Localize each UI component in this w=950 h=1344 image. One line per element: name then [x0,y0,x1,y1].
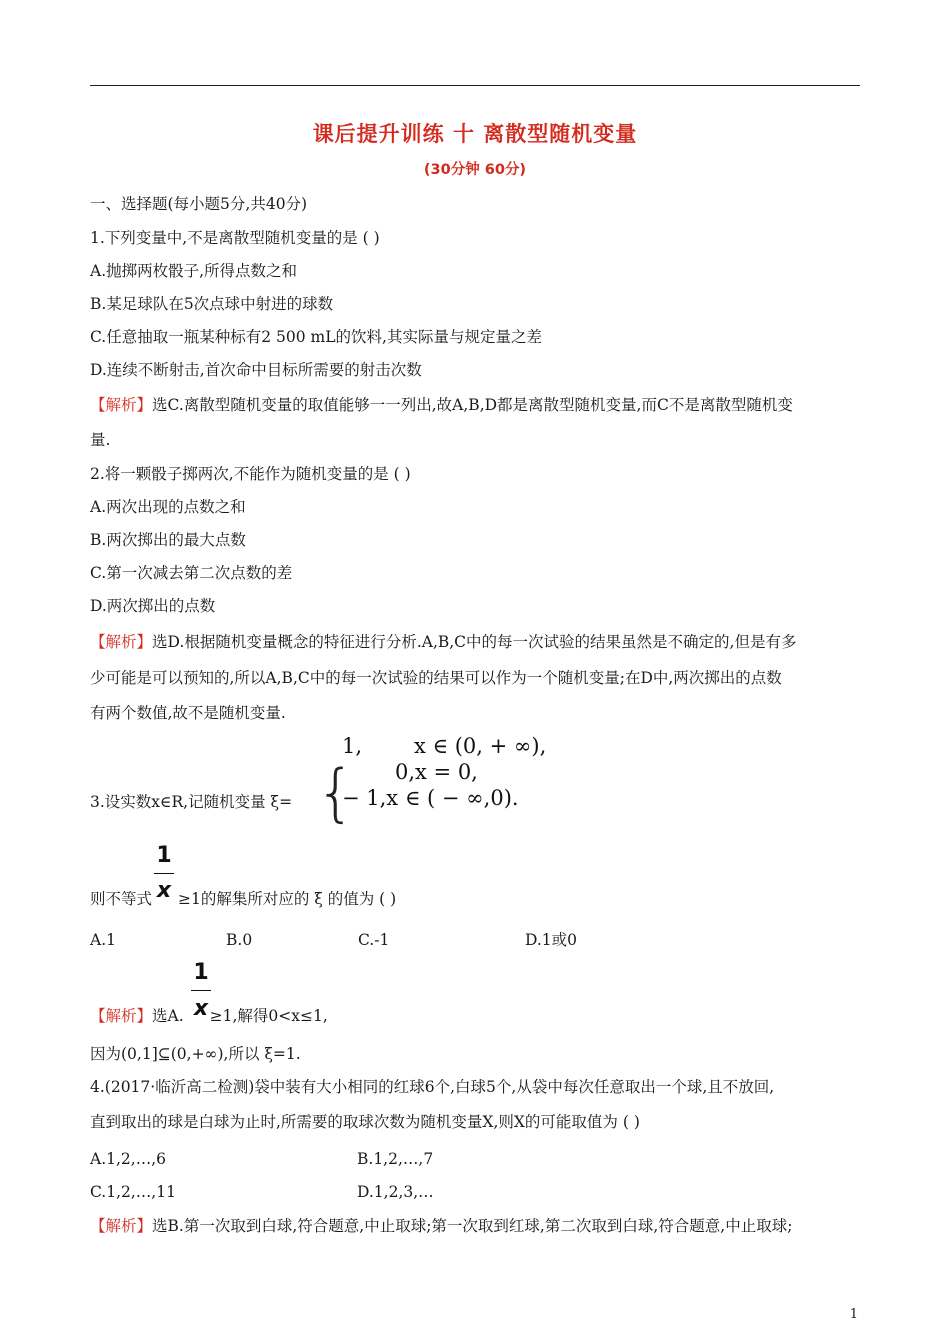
question-3-option-d: D.1或0 [525,931,578,949]
question-3-option-b: B.0 [226,931,253,949]
page-subtitle: (30分钟 60分) [423,162,527,178]
answer-fraction-denominator: x [193,996,209,1021]
question-2-option-b: B.两次掷出的最大点数 [90,531,246,549]
case-3: − 1,x ∈ ( − ∞,0). [342,786,519,810]
question-2-stem: 2.将一颗骰子掷两次,不能作为随机变量的是 ( ) [90,465,411,483]
question-3-analysis-cont: 因为(0,1]⊆(0,+∞),所以 ξ=1. [90,1045,301,1063]
analysis-tag: 【解析】 [90,396,153,414]
question-1-option-c: C.任意抽取一瓶某种标有2 500 mL的饮料,其实际量与规定量之差 [90,328,542,346]
piecewise-brace: { [316,756,356,829]
section-heading: 一、选择题(每小题5分,共40分) [90,195,308,213]
case-2: 0,x = 0, [395,760,478,784]
question-1-option-b: B.某足球队在5次点球中射进的球数 [90,295,334,313]
question-3-option-a: A.1 [90,931,116,949]
fraction-bar [154,873,174,874]
question-1-option-d: D.连续不断射击,首次命中目标所需要的射击次数 [90,361,422,379]
question-3-option-c: C.-1 [358,931,390,949]
page-number: 1 [849,1307,858,1322]
inequality-prefix: 则不等式 [90,890,153,908]
fraction-numerator: 1 [156,843,172,868]
question-3-analysis [90,1006,328,1026]
question-4-stem: 4.(2017·临沂高二检测)袋中装有大小相同的红球6个,白球5个,从袋中每次任意取出一个球,且不放回, [90,1078,775,1096]
analysis-prefix: 选A. [152,1007,184,1025]
question-2-analysis-cont: 少可能是可以预知的,所以A,B,C中的每一次试验的结果可以作为一个随机变量;在D中,两次掷出的点数 [90,669,782,687]
question-2-option-a: A.两次出现的点数之和 [90,498,246,516]
question-4-option-c: C.1,2,…,11 [90,1183,176,1201]
question-2-analysis-cont2: 有两个数值,故不是随机变量. [90,704,286,722]
question-4-option-a: A.1,2,…,6 [90,1150,166,1168]
analysis-text: 选D.根据随机变量概念的特征进行分析.A,B,C中的每一次试验的结果虽然是不确定的,但是有多 [152,633,797,651]
page-title: 课后提升训练 十 离散型随机变量 [312,122,638,146]
question-4-option-d: D.1,2,3,… [357,1183,434,1201]
question-3-inequality [90,889,396,909]
inequality-suffix: ≥1的解集所对应的 ξ 的值为 ( ) [178,890,397,908]
analysis-text: 选C.离散型随机变量的取值能够一一列出,故A,B,D都是离散型随机变量,而C不是离散型随机变 [152,396,793,414]
question-2-analysis [90,632,796,652]
question-4-option-b: B.1,2,…,7 [357,1150,434,1168]
fraction-denominator: x [156,878,172,903]
case-1-condition: x ∈ (0, + ∞), [414,734,547,758]
question-4-stem-cont: 直到取出的球是白球为止时,所需要的取球次数为随机变量X,则X的可能取值为 ( ) [90,1113,640,1131]
question-1-analysis [90,395,793,415]
question-2-option-c: C.第一次减去第二次点数的差 [90,564,293,582]
question-3-stem: 3.设实数x∈R,记随机变量 ξ= [90,793,293,811]
question-2-option-d: D.两次掷出的点数 [90,597,216,615]
case-1-value: 1, [342,734,363,758]
question-1-analysis-cont: 量. [90,431,111,449]
analysis-text: 选B.第一次取到白球,符合题意,中止取球;第一次取到红球,第二次取到白球,符合题意,中止取球; [152,1217,793,1235]
answer-fraction-numerator: 1 [193,960,209,985]
answer-fraction-bar [191,990,211,991]
question-4-analysis [90,1216,792,1236]
analysis-tag: 【解析】 [90,1007,153,1025]
analysis-suffix: ≥1,解得0<x≤1, [209,1007,328,1025]
analysis-tag: 【解析】 [90,633,153,651]
analysis-tag: 【解析】 [90,1217,153,1235]
header-rule [90,85,860,86]
question-1-option-a: A.抛掷两枚骰子,所得点数之和 [90,262,298,280]
question-1-stem: 1.下列变量中,不是离散型随机变量的是 ( ) [90,229,380,247]
